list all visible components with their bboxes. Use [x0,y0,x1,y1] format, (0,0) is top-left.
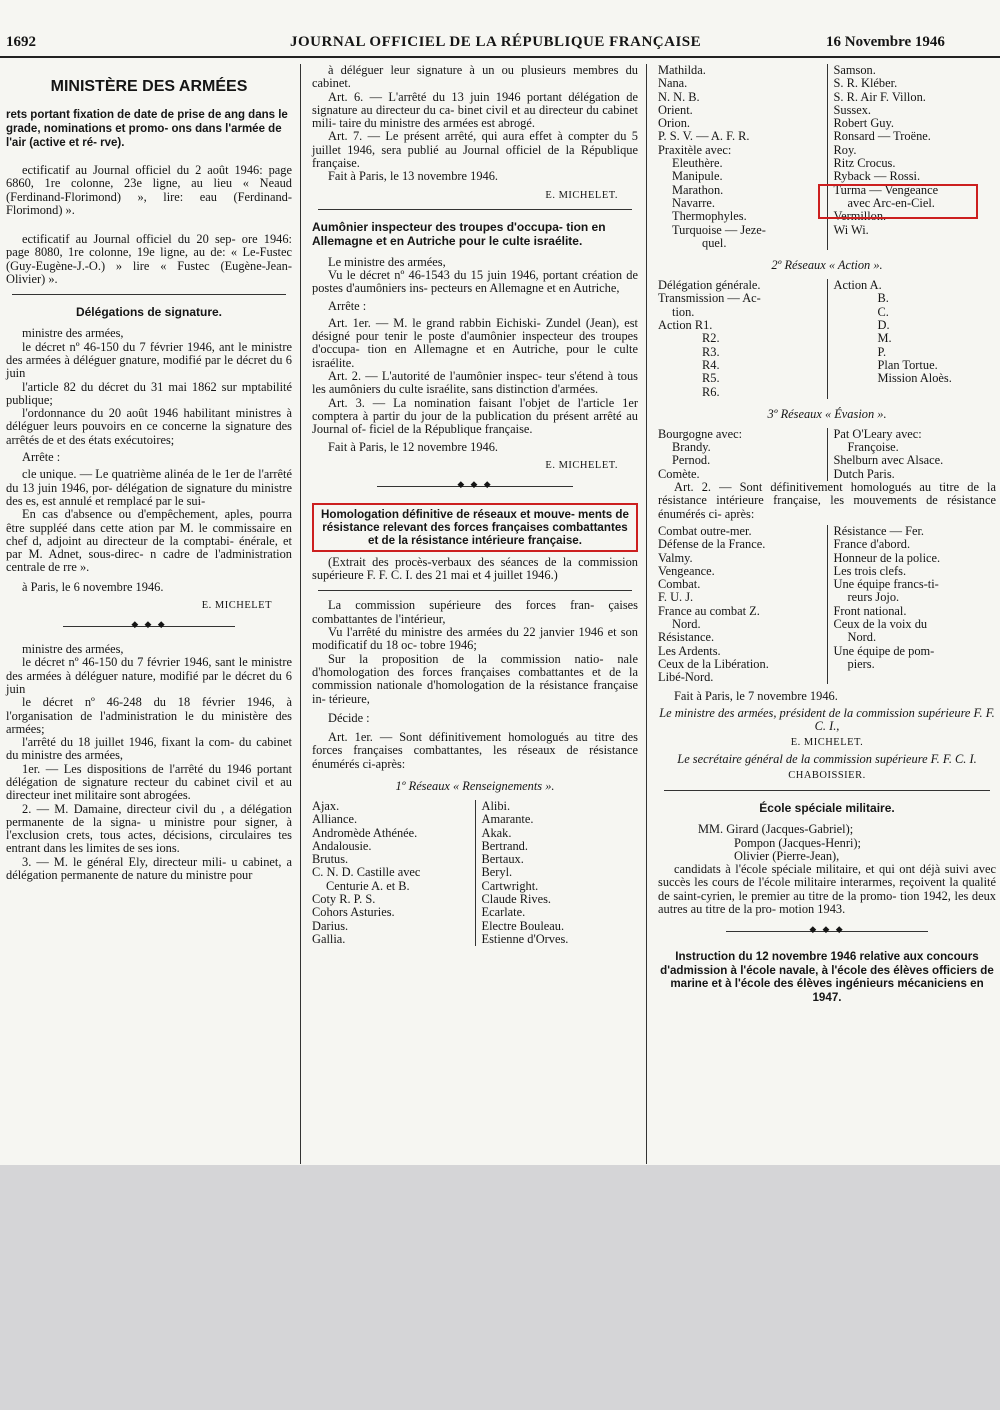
list-item: Estienne d'Orves. [481,931,569,946]
section-rule [318,209,632,210]
list-item: B. [877,291,889,306]
paragraph: ministre des armées, [22,642,124,657]
list-item: Akak. [481,825,512,840]
list-item: Transmission — Ac- [658,291,761,306]
list-item: Andalousie. [312,838,372,853]
paragraph: Arrête : [22,450,61,465]
list-item: Les Ardents. [658,643,721,658]
list-item: Plan Tortue. [877,357,938,372]
dateline: Fait à Paris, le 7 novembre 1946. [674,689,838,704]
paragraph: Art. 3. — La nomination faisant l'objet de l'article 1er comptera à partir du jour de la publication du présent arrêté au Journal of- ficiel de la République française. [312,395,638,437]
list-column [827,64,997,250]
paragraph: La commission supérieure des forces fran- çaises combattantes de l'intérieur, [312,598,638,626]
list-item: Manipule. [672,169,723,184]
list-item: Dutch Paris. [833,466,895,481]
dateline: Fait à Paris, le 12 novembre 1946. [328,439,498,454]
list-item: Navarre. [672,195,715,210]
list-item: Valmy. [658,550,693,565]
paragraph: Art. 1er. — Sont définitivement homologués au titre des forces françaises combattantes, les réseaux de résistance énumérés ci-après: [312,730,638,771]
list-item: Marathon. [672,182,724,197]
list-item: Beryl. [481,865,513,880]
list-item: Ceux de la Libération. [658,656,769,671]
dateline: à Paris, le 6 novembre 1946. [22,579,164,594]
signature: E. MICHELET [201,600,272,612]
paragraph: l'ordonnance du 20 août 1946 habilitant ministres à déléguer leurs pouvoirs en ce concerne la signature des arrêtés de et des états exécutoires; [6,406,292,447]
decree-subtitle: rets portant fixation de date de prise de ang dans le grade, nominations et promo- ons dans l'armée de l'air (active et ré- rve). [6,109,288,149]
paragraph: Art. 2. — L'autorité de l'aumônier inspec- teur s'étend à tous les aumôniers du culte israélite, sans distinction d'armées. [312,369,638,397]
paragraph: 2. — M. Damaine, directeur civil du , a délégation permanente de la signa- u ministre pour signer, à l'exclusion crets, tous actes, décisions, circulaires tes entrant dans les limites de ses ions. [6,801,292,856]
signatory-title: Le ministre des armées, président de la commission supérieure F. F. C. I., [659,705,995,734]
list-column [475,800,639,946]
list-item: Alibi. [481,798,511,813]
list-item: Bertaux. [481,852,524,867]
paragraph: Art. 1er. — M. le grand rabbin Eichiski- Zundel (Jean), est désigné pour tenir le poste d'aumônier inspecteur des troupes d'occupa- tion en Allemagne et en Autriche, pour le culte israélite. [312,315,638,370]
list-item: Sussex. [833,102,872,117]
list-item: Cartwright. [481,878,539,893]
list-item: quel. [702,235,727,250]
list-item: S. R. Air F. Villon. [833,89,926,104]
list-item: reurs Jojo. [847,590,900,605]
paragraph: Olivier (Pierre-Jean), [734,848,840,863]
list-item: Ceux de la voix du [833,616,928,631]
network-list [658,279,996,399]
list-column [658,525,821,685]
list-item: P. [877,344,887,359]
paragraph: Le ministre des armées, [328,254,446,269]
section-title: Instruction du 12 novembre 1946 relative aux concours d'admission à l'école navale, à l'école des élèves officiers de marine et à l'école des élèves ingénieurs mécaniciens en 1947. [660,950,994,1004]
network-list [312,800,638,946]
list-item: France au combat Z. [658,603,760,618]
list-item: avec Arc-en-Ciel. [847,195,935,210]
paragraph: Art. 6. — L'arrêté du 13 juin 1946 portant délégation de signature au directeur du ca- binet civil et au directeur du cabinet mili- taire du ministre des armées est abrogé. [312,89,638,131]
list-item: R4. [702,357,720,372]
paragraph: Vu le décret nº 46-1543 du 15 juin 1946, portant création de postes d'aumôniers ins- pecteurs en Allemagne et en Autriche, [312,267,638,296]
list-item: Ryback — Rossi. [833,169,921,184]
column-right [652,64,1000,1164]
list-item: Vengeance. [658,563,715,578]
network-list [658,428,996,481]
paragraph: le décret nº 46-248 du 18 février 1946, à l'organisation de l'administration le du ministère des armées; [6,695,292,736]
list-item: Pat O'Leary avec: [833,426,922,441]
ornament-divider [312,479,638,495]
list-item: Défense de la France. [658,537,766,552]
column-middle [306,64,642,1164]
list-item: Ritz Crocus. [833,156,896,171]
paragraph: MM. Girard (Jacques-Gabriel); [698,822,854,837]
list-item: Ronsard — Troëne. [833,129,931,144]
list-item: Françoise. [847,440,899,455]
list-item: Orient. [658,102,693,117]
list-section-title: 1º Réseaux « Renseignements ». [395,778,555,793]
section-title: École spéciale militaire. [759,801,895,816]
ornament-divider [658,924,996,940]
list-item: Comète. [658,466,700,481]
list-item: Eleuthère. [672,156,723,171]
list-item: Samson. [833,64,876,77]
signature: E. MICHELET. [545,189,618,201]
list-item: Nord. [847,630,877,645]
list-item: Ajax. [312,798,340,813]
section-rule [318,590,632,591]
list-item: Brandy. [672,440,711,455]
list-item: Résistance. [658,630,715,645]
paragraph: Pompon (Jacques-Henri); [734,835,861,850]
list-column [312,800,469,946]
list-item: Shelburn avec Alsace. [833,453,944,468]
list-item: Vermillon. [833,209,887,224]
paragraph: à déléguer leur signature à un ou plusieurs membres du cabinet. [312,64,638,91]
list-item: Cohors Asturies. [312,905,395,920]
list-item: Andromède Athénée. [312,825,418,840]
network-list [658,64,996,250]
list-item: R6. [702,384,720,399]
section-title: Aumônier inspecteur des troupes d'occupa- tion en Allemagne et en Autriche pour le culte israélite. [312,219,606,248]
paragraph: En cas d'absence ou d'empêchement, aples, pourra être suppléé dans cette ation par M. le commissaire en chef d, adjoint au directeur de la comptabi- énérale, et par M. Adnet, sous-direc- n cadre de l'administration centrale de rre ». [6,507,292,575]
paragraph: Sur la proposition de la commission natio- nale d'homologation des forces françaises combattantes et de la commission nationale d'homologation de la résistance française in- térieure, [312,651,638,706]
list-item: Mission Aloès. [877,371,952,386]
signature: CHABOISSIER. [788,769,866,781]
list-item: Pernod. [672,453,711,468]
list-item: Combat outre-mer. [658,523,752,538]
list-item: R3. [702,344,720,359]
list-item: piers. [847,656,875,671]
list-item: Bertrand. [481,838,528,853]
list-item: R5. [702,371,720,386]
section-title: Délégations de signature. [75,305,223,320]
list-item: Darius. [312,918,349,933]
list-item: Honneur de la police. [833,550,941,565]
section-title: Homologation définitive de réseaux et mouve- ments de résistance relevant des forces françaises combattantes et de la résistance intérieure française. [321,507,629,547]
list-item: Libé-Nord. [658,670,714,685]
column-divider [646,64,647,1164]
list-section-title: 3º Réseaux « Évasion ». [767,406,887,421]
paragraph: 3. — M. le général Ely, directeur mili- u cabinet, a délégation permanente de nature du ministre pour [6,854,292,883]
list-column [827,525,997,685]
highlight-box [818,184,978,219]
section-rule [12,294,286,295]
movement-list [658,525,996,685]
list-item: C. N. D. Castille avec [312,865,421,880]
ministry-heading: MINISTÈRE DES ARMÉES [50,78,248,95]
list-item: Ecarlate. [481,905,526,920]
paragraph: Vu l'arrêté du ministre des armées du 22 janvier 1946 et son modificatif du 18 oc- tobre 1946; [312,625,638,653]
list-item: Robert Guy. [833,116,894,131]
paragraph: cle unique. — Le quatrième alinéa de le 1er de l'arrêté du 13 juin 1946, por- délégation de signature du ministre des es, est annulé et remplacé par le sui- [6,467,292,508]
list-item: Résistance — Fer. [833,523,925,538]
paragraph: Art. 7. — Le présent arrêté, qui aura effet à compter du 5 juillet 1946, sera publié au Journal officiel de la République française. [312,129,638,171]
list-item: M. [877,331,892,346]
section-rule [664,790,990,791]
list-column [827,279,997,399]
list-item: Action R1. [658,318,713,333]
issue-date: 16 Novembre 1946 [826,34,945,50]
list-item: Gallia. [312,931,346,946]
paragraph: le décret nº 46-150 du 7 février 1946, sant le ministre des armées à déléguer nature, modifié par le décret du 6 juin [6,655,292,696]
list-item: Electre Bouleau. [481,918,565,933]
highlighted-heading-box [312,503,638,552]
rectificatif-2: ectificatif au Journal officiel du 20 sep- ore 1946: page 8080, 1re colonne, 19e ligne, au de: « Le-Fustec (Guy-Eugène-J.-O.) » lire « Fustec (Eugène-Jean-Olivier) ». [6,232,292,287]
list-column [658,428,821,481]
list-item: F. U. J. [658,590,694,605]
list-item: C. [877,304,889,319]
list-item: Action A. [833,278,882,293]
list-item: Roy. [833,142,857,157]
list-column [658,64,821,250]
list-item: Mathilda. [658,64,706,77]
signatory-title: Le secrétaire général de la commission supérieure F. F. C. I. [677,751,977,766]
list-section-title: 2º Réseaux « Action ». [771,258,883,273]
paragraph: le décret nº 46-150 du 7 février 1946, ant le ministre des armées à déléguer gnature, modifié par le décret du 6 juin [6,339,292,381]
background-area [0,1165,1000,1410]
list-item: Claude Rives. [481,892,552,907]
list-column [658,279,821,399]
list-column [827,428,997,481]
paragraph: (Extrait des procès-verbaux des séances de la commission supérieure F. F. C. I. des 21 mai et 4 juillet 1946.) [312,554,638,583]
list-item: Orion. [658,116,691,131]
list-item: Une équipe francs-ti- [833,577,939,592]
list-item: Coty R. P. S. [312,892,376,907]
list-item: Thermophyles. [672,209,747,224]
list-item: Turma — Vengeance [833,182,939,197]
list-item: Nana. [658,76,688,91]
list-item: France d'abord. [833,537,911,552]
list-item: Front national. [833,603,907,618]
column-left [0,64,296,1164]
list-item: Bourgogne avec: [658,426,743,441]
list-item: tion. [672,304,695,319]
paragraph: Décide : [328,710,370,725]
list-item: S. R. Kléber. [833,76,898,91]
rectificatif-1: ectificatif au Journal officiel du 2 août 1946: page 6860, 1re colonne, 23e ligne, au lieu « Neaud (Ferdinand-Florimond) », lire: eau (Ferdinand-Florimond) ». [6,163,292,217]
list-item: Brutus. [312,852,349,867]
list-item: Wi Wi. [833,222,869,237]
list-item: Une équipe de pom- [833,643,935,658]
dateline: Fait à Paris, le 13 novembre 1946. [328,169,498,184]
list-item: Amarante. [481,812,534,827]
list-item: D. [877,318,890,333]
paragraph: Arrête : [328,298,367,313]
journal-title: JOURNAL OFFICIEL DE LA RÉPUBLIQUE FRANÇAISE [290,34,702,50]
list-item: Nord. [672,616,701,631]
column-divider [300,64,301,1164]
signature: E. MICHELET. [790,737,864,749]
list-item: P. S. V. — A. F. R. [658,129,750,144]
list-item: N. N. B. [658,89,700,104]
page-number: 1692 [6,34,36,50]
masthead [0,28,1000,58]
list-item: Délégation générale. [658,278,761,293]
list-item: Turquoise — Jeze- [672,222,766,237]
paragraph: ministre des armées, [22,326,124,341]
paragraph: candidats à l'école spéciale militaire, et qui ont déjà suivi avec succès les cours de l'école militaire interarmes, reçoivent la qualité de saint-cyrien, le premier au titre de la promo- tion 1942, les deux autres au titre de la pro- motion 1943. [658,862,996,917]
list-item: Centurie A. et B. [326,878,410,893]
paragraph: Art. 2. — Sont définitivement homologués au titre de la résistance intérieure française, les mouvements de résistance énumérés ci- après: [658,480,996,521]
list-item: R2. [702,331,720,346]
list-item: Praxitèle avec: [658,142,732,157]
list-item: Les trois clefs. [833,563,907,578]
paragraph: 1er. — Les dispositions de l'arrêté du 1946 portant délégation de signature recteur du cabinet civil et au directeur inet militaire sont abrogées. [6,761,292,803]
ornament-divider [6,619,292,635]
signature: E. MICHELET. [545,459,618,471]
list-item: Combat. [658,577,701,592]
paragraph: l'article 82 du décret du 31 mai 1862 sur mptabilité publique; [6,379,292,407]
list-item: Alliance. [312,812,358,827]
paragraph: l'arrêté du 18 juillet 1946, fixant la com- du cabinet du ministre des armées, [6,735,292,763]
